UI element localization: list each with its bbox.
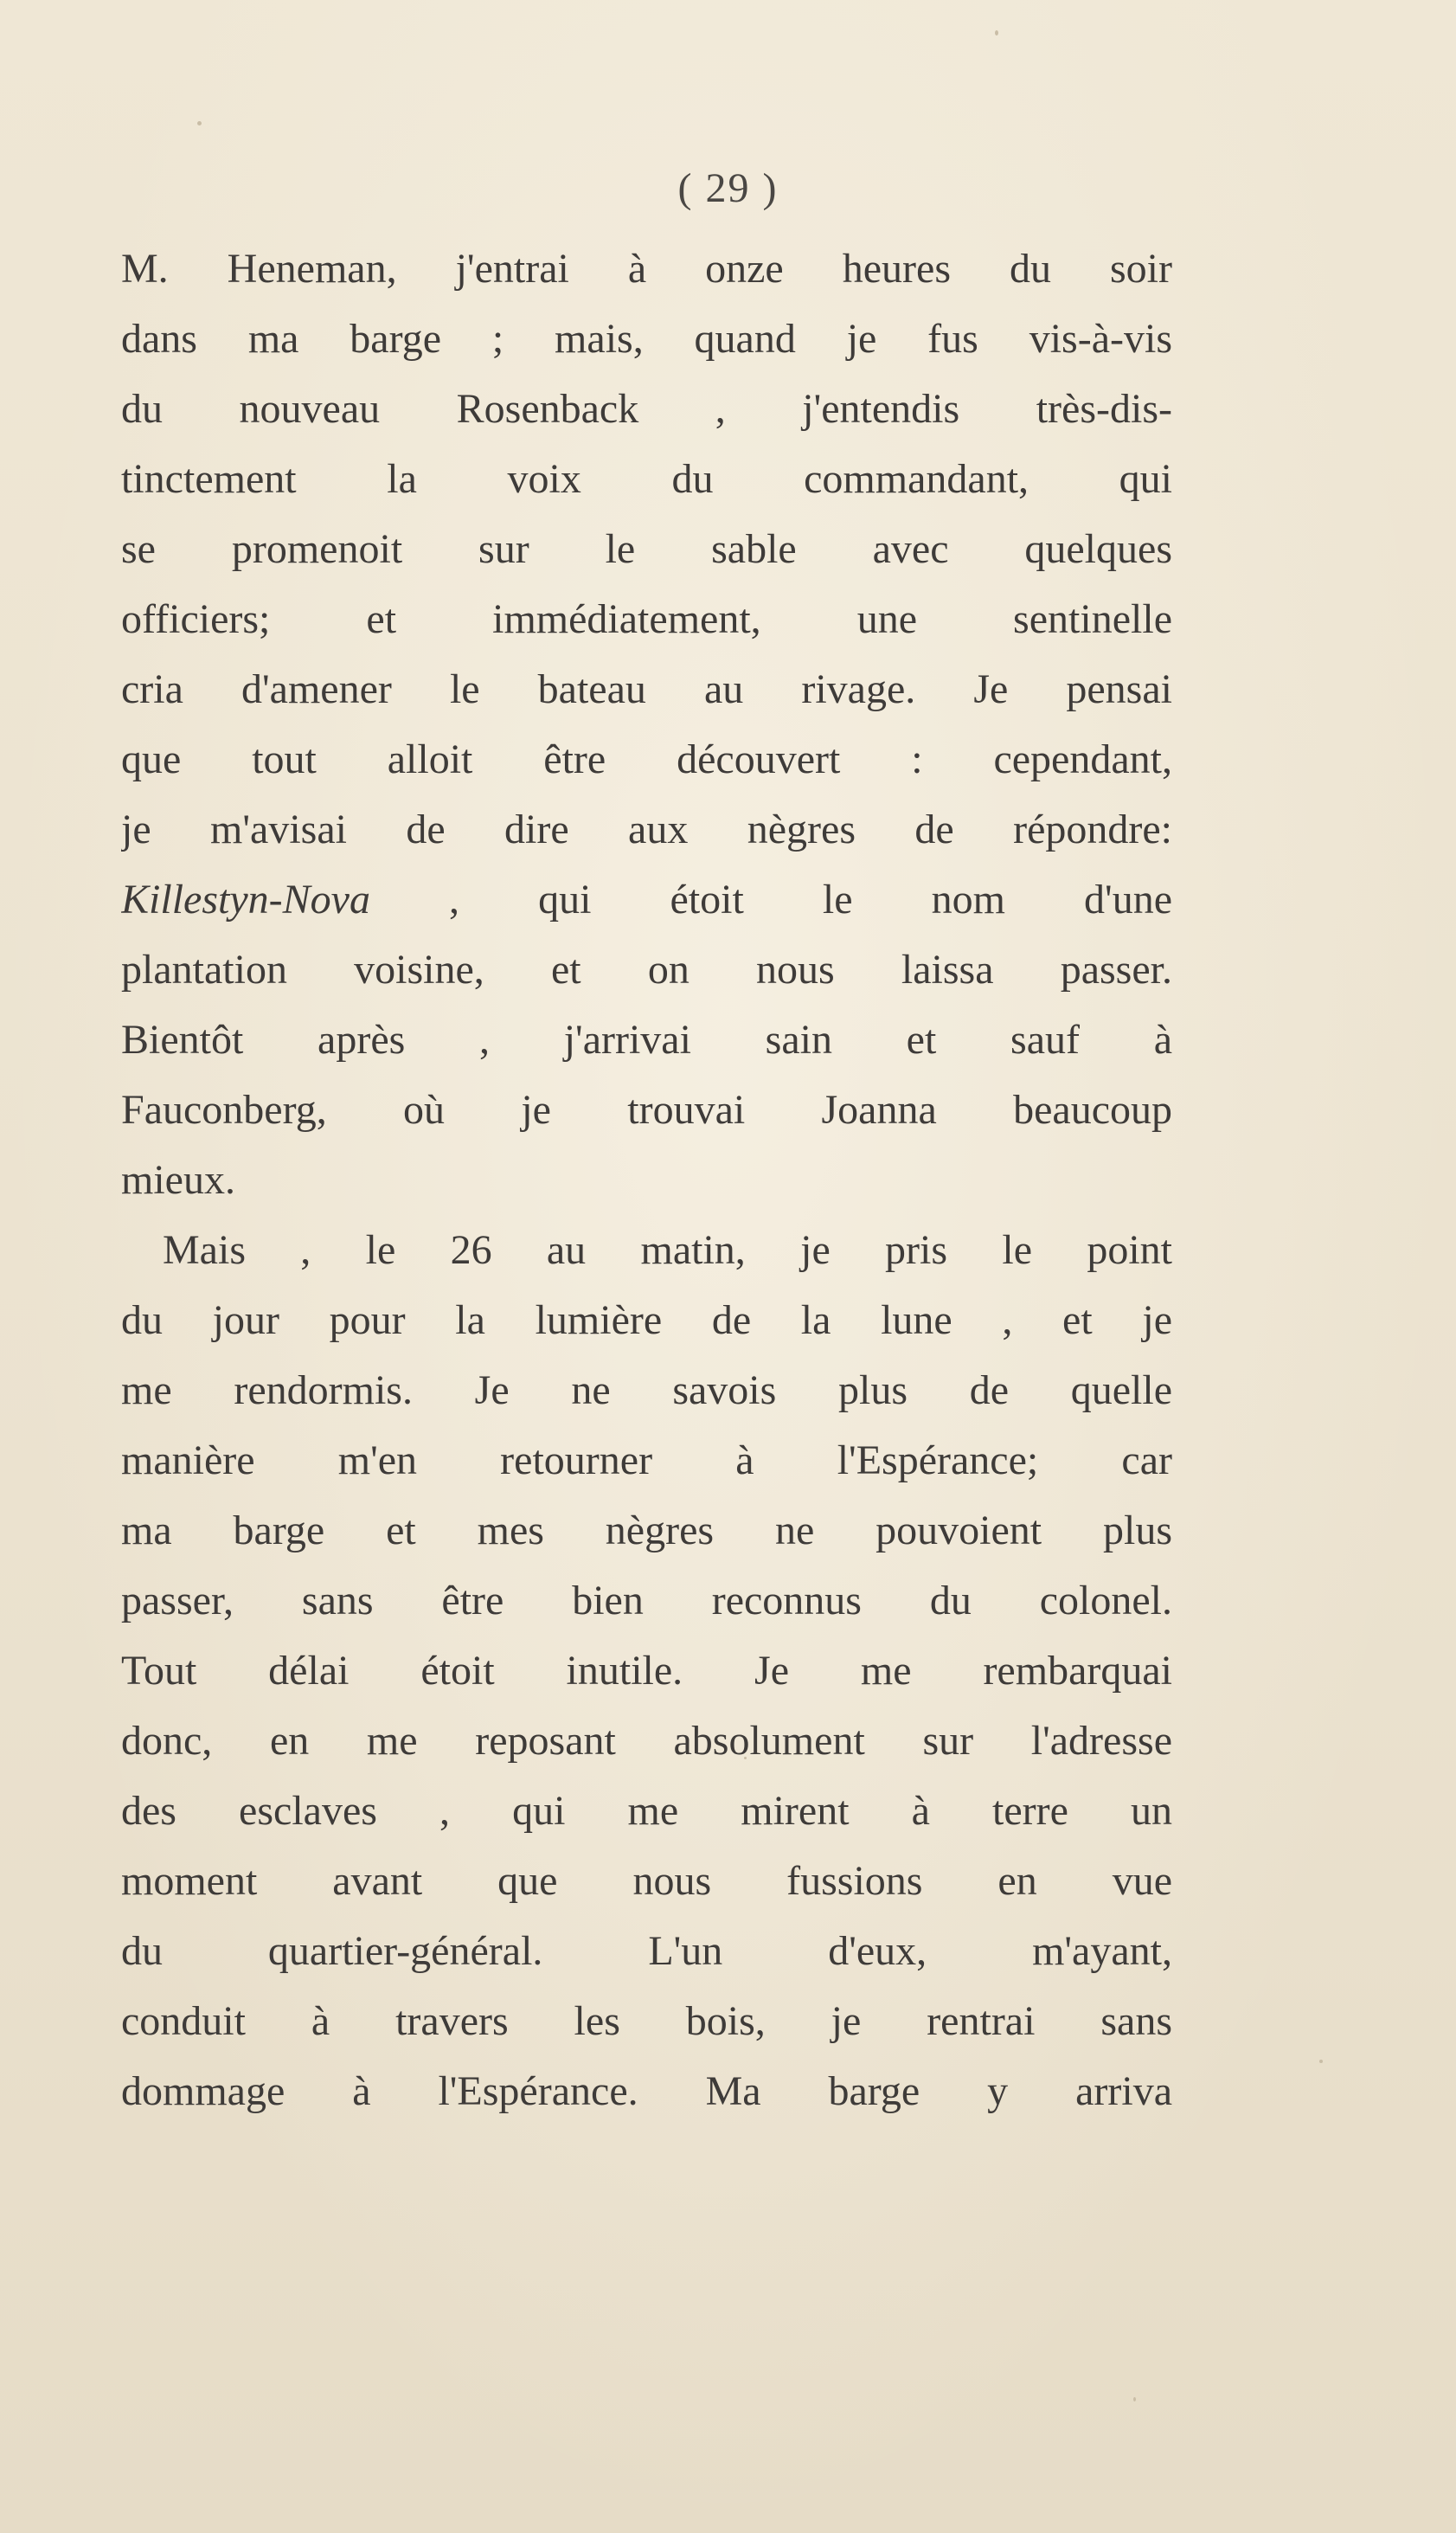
paper-speck xyxy=(1319,2060,1323,2063)
text-line: officiers; et immédiatement, une sentinelle xyxy=(121,596,1172,642)
text-line: donc, en me reposant absolument sur l'adresse xyxy=(121,1718,1172,1764)
text-line: du jour pour la lumière de la lune , et je xyxy=(121,1297,1172,1343)
text-line: que tout alloit être découvert : cependant, xyxy=(121,736,1172,782)
text-line: dans ma barge ; mais, quand je fus vis-à-vis xyxy=(121,316,1172,362)
text-line: ma barge et mes nègres ne pouvoient plus xyxy=(121,1508,1172,1553)
text-line: se promenoit sur le sable avec quelques xyxy=(121,526,1172,572)
text-line: me rendormis. Je ne savois plus de quelle xyxy=(121,1367,1172,1413)
text-line: cria d'amener le bateau au rivage. Je pensai xyxy=(121,666,1172,712)
text-line-rest: , qui étoit le nom d'une xyxy=(369,877,1172,923)
text-line: plantation voisine, et on nous laissa passer. xyxy=(121,947,1172,993)
plantation-name: Killestyn-Nova xyxy=(121,877,370,923)
text-line-paragraph-start: Mais , le 26 au matin, je pris le point xyxy=(163,1227,1172,1273)
text-line: Fauconberg, où je trouvai Joanna beaucoup xyxy=(121,1087,1172,1133)
text-line: du quartier-général. L'un d'eux, m'ayant, xyxy=(121,1928,1172,1974)
text-line: conduit à travers les bois, je rentrai sans xyxy=(121,1998,1172,2044)
text-line: tinctement la voix du commandant, qui xyxy=(121,456,1172,502)
text-line: Tout délai étoit inutile. Je me rembarquai xyxy=(121,1648,1172,1694)
text-line: manière m'en retourner à l'Espérance; car xyxy=(121,1437,1172,1483)
page-number: ( 29 ) xyxy=(677,165,779,211)
paper-speck xyxy=(197,121,202,125)
text-line: moment avant que nous fussions en vue xyxy=(121,1858,1172,1904)
paper-speck xyxy=(1133,2397,1136,2401)
text-line: dommage à l'Espérance. Ma barge y arriva xyxy=(121,2068,1172,2114)
text-line: mieux. xyxy=(121,1157,235,1203)
text-line: du nouveau Rosenback , j'entendis très-dis- xyxy=(121,386,1172,432)
text-line-italic-name xyxy=(121,865,1172,935)
text-line: je m'avisai de dire aux nègres de répondre: xyxy=(121,807,1172,852)
body-text xyxy=(121,234,1172,2126)
text-line: Bientôt après , j'arrivai sain et sauf à xyxy=(121,1017,1172,1063)
text-line: passer, sans être bien reconnus du colonel. xyxy=(121,1578,1172,1623)
text-line: des esclaves , qui me mirent à terre un xyxy=(121,1788,1172,1834)
paper-speck xyxy=(995,30,998,35)
text-line: M. Heneman, j'entrai à onze heures du soir xyxy=(121,246,1172,292)
